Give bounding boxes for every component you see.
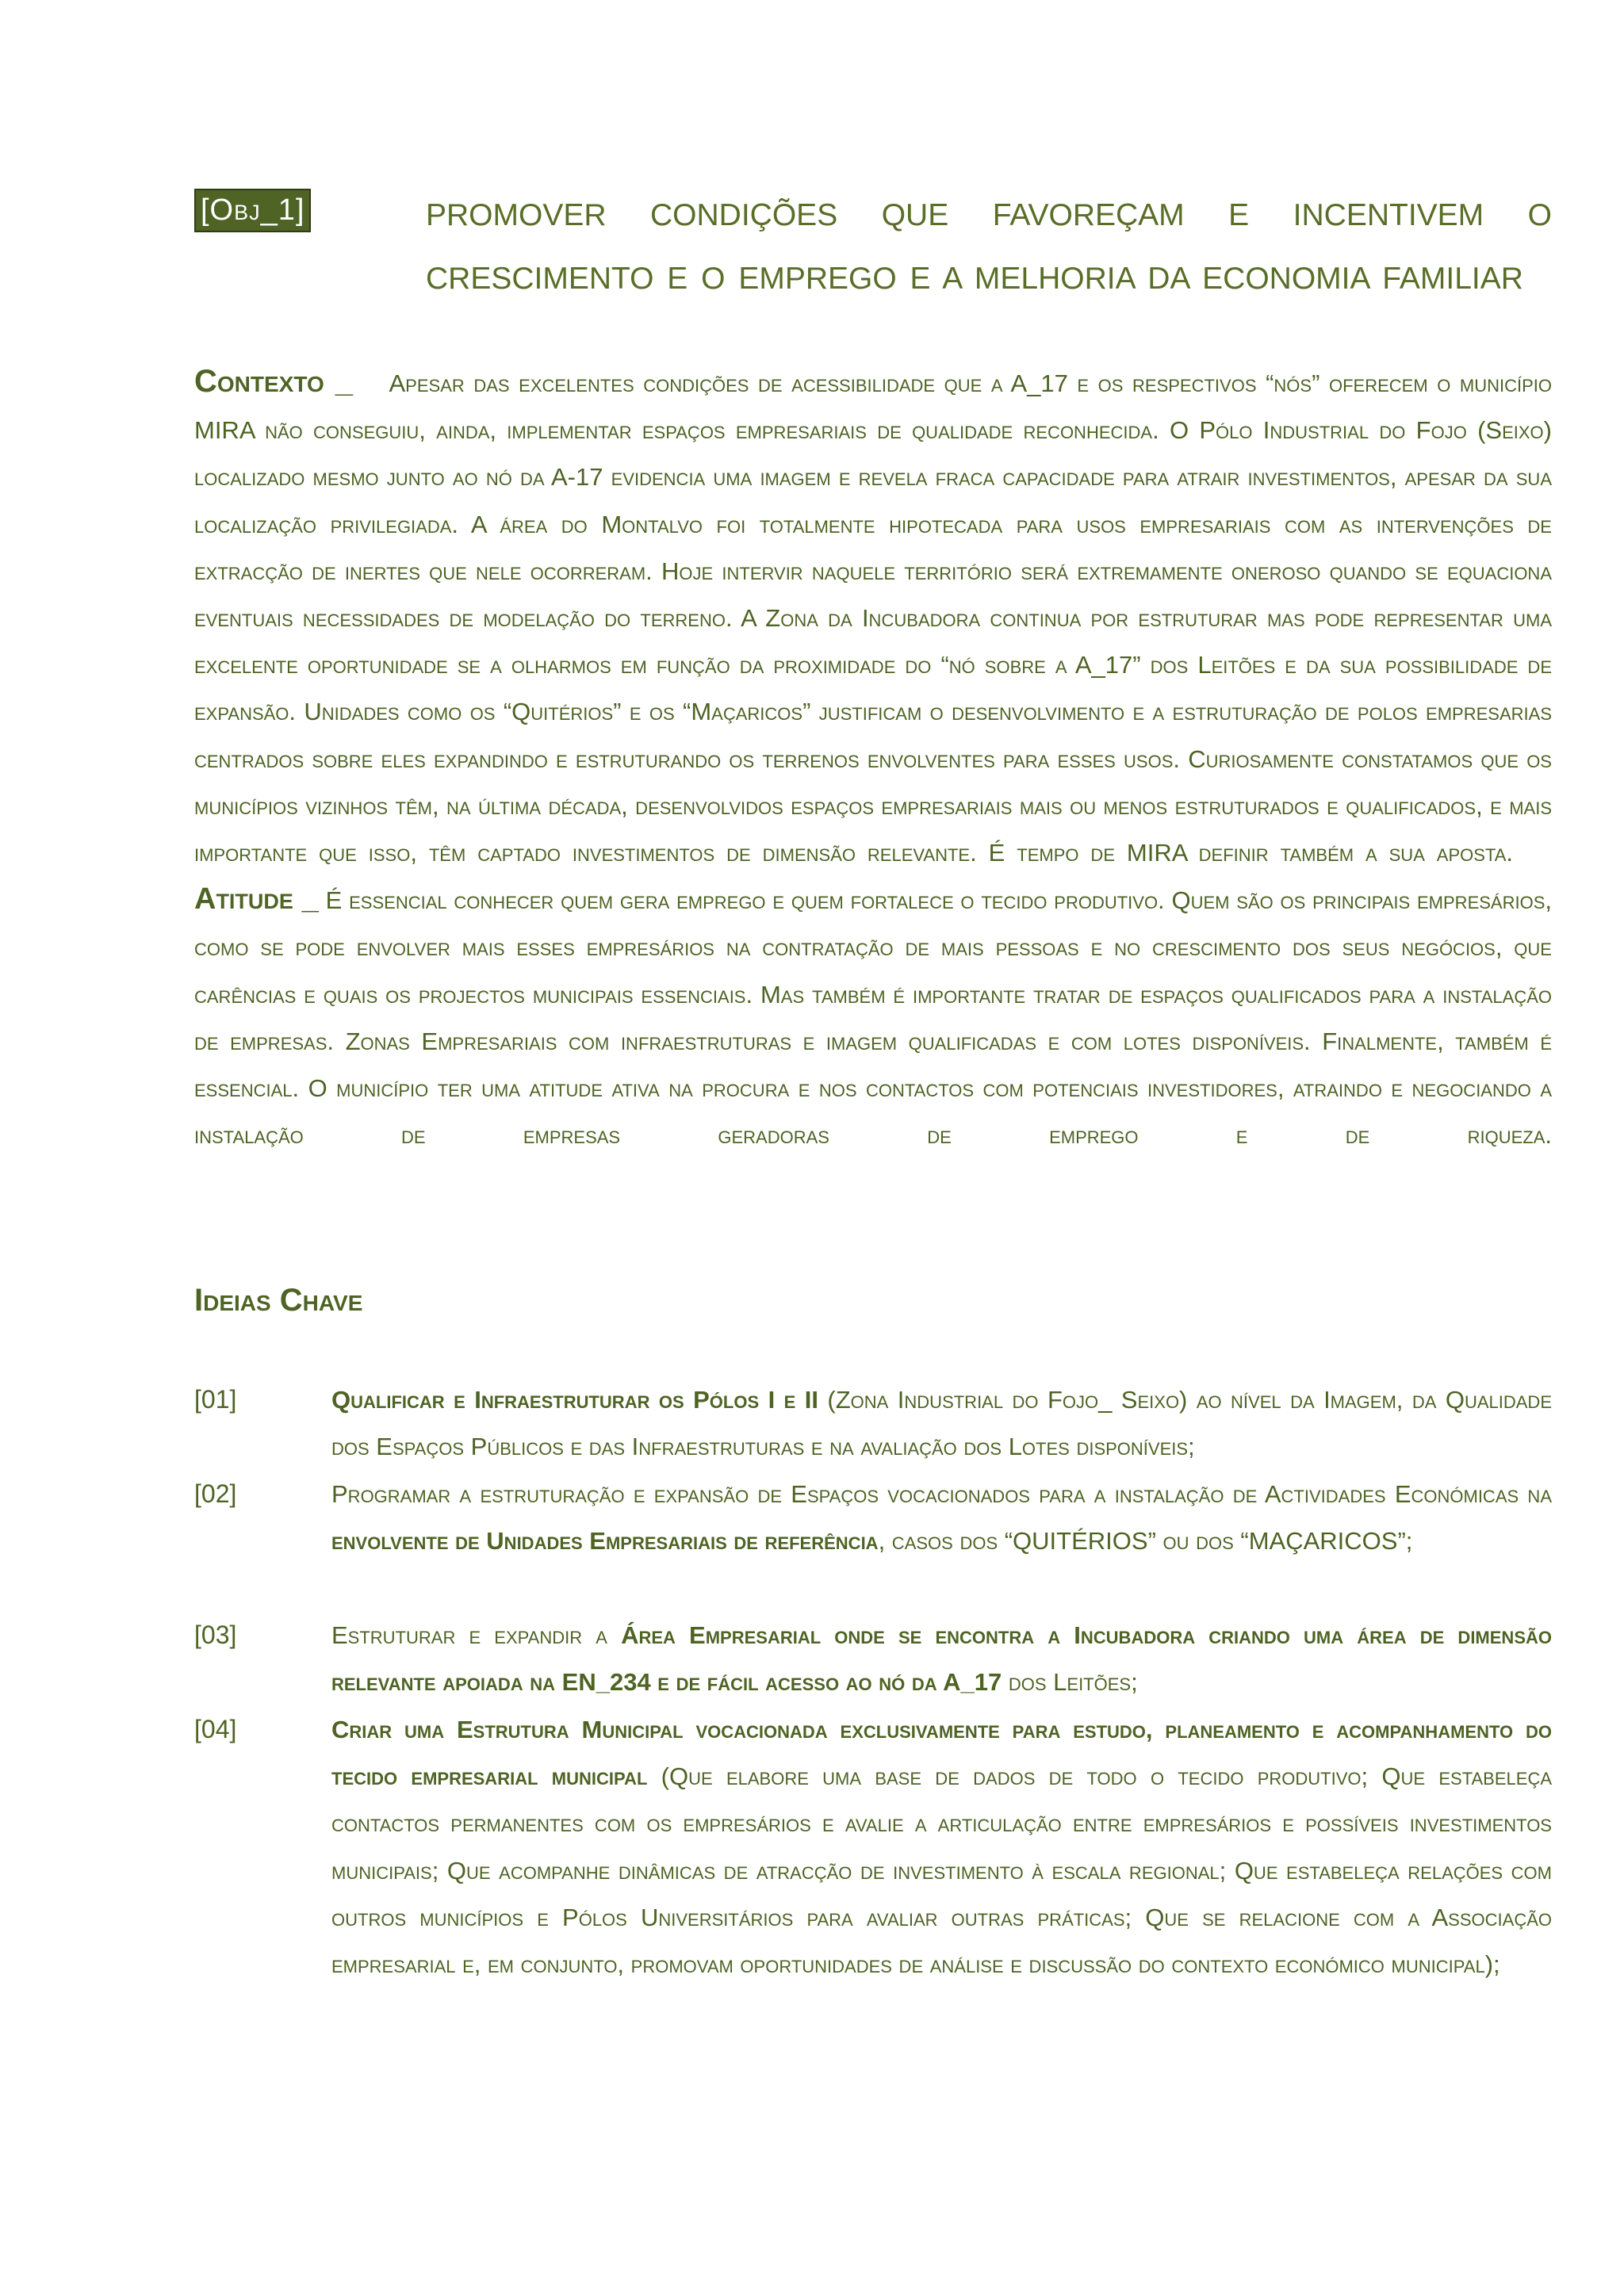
context-paragraph	[194, 358, 1552, 1158]
key-idea-text: Programar a estruturação e expansão de Espaços vocacionados para a instalação de Actividades Económicas na envolvente de Unidades Empresariais de referência, casos dos “QUITÉRIOS” ou dos “MAÇARICOS”;	[331, 1480, 1552, 1556]
attitude-text: É essencial conhecer quem gera emprego e quem fortalece o tecido produtivo. Quem são os principais empresários, como se pode envolver mais esses empresários na contratação de mais pessoas e no crescimento dos seus negócios, que carências e quais os projectos municipais essenciais. Mas também é importante tratar de espaços qualificados para a instalação de empresas. Zonas Empresariais com infraestruturas e imagem qualificadas e com lotes disponíveis. Finalmente, também é essencial. O município ter uma atitude ativa na procura e nos contactos com potenciais investidores, atraindo e negociando a instalação de empresas geradoras de emprego e de riqueza.	[194, 886, 1552, 1150]
key-idea-text: Criar uma Estrutura Municipal vocacionada exclusivamente para estudo, planeamento e acompanhamento do tecido empresarial municipal (Que elabore uma base de dados de todo o tecido produtivo; Que estabeleça contactos permanentes com os empresários e avalie a articulação entre empresários e possíveis investimentos municipais; Que acompanhe dinâmicas de atracção de investimento à escala regional; Que estabeleça relações com outros municípios e Pólos Universitários para avaliar outras práticas; Que se relacione com a Associação empresarial e, em conjunto, promovam oportunidades de análise e discussão do contexto económico municipal);	[331, 1716, 1553, 1979]
context-text: Apesar das excelentes condições de acessibilidade que a A_17 e os respectivos “nós” oferecem o município MIRA não conseguiu, ainda, implementar espaços empresariais de qualidade reconhecida. O Pólo Industrial do Fojo (Seixo) localizado mesmo junto ao nó da A-17 evidencia uma imagem e revela fraca capacidade para atrair investimentos, apesar da sua localização privilegiada. A área do Montalvo foi totalmente hipotecada para usos empresariais com as intervenções de extracção de inertes que nele ocorreram. Hoje intervir naquele território será extremamente oneroso quando se equaciona eventuais necessidades de modelação do terreno. A Zona da Incubadora continua por estruturar mas pode representar uma excelente oportunidade se a olharmos em função da proximidade do “nó sobre a A_17” dos Leitões e da sua possibilidade de expansão. Unidades como os “Quitérios” e os “Maçaricos” justificam o desenvolvimento e a estruturação de polos empresarias centrados sobre eles expandindo e estruturando os terrenos envolventes para esses usos. Curiosamente constatamos que os municípios vizinhos têm, na última década, desenvolvidos espaços empresariais mais ou menos estruturados e qualificados, e mais importante que isso, têm captado investimentos de dimensão relevante. É tempo de MIRA definir também a sua aposta.	[194, 369, 1553, 867]
key-ideas-title: Ideias Chave	[194, 1283, 363, 1318]
key-idea-number: [02]	[194, 1479, 237, 1508]
context-label: Contexto _	[194, 364, 354, 399]
key-idea-number: [04]	[194, 1715, 237, 1743]
key-idea-number: [03]	[194, 1621, 237, 1649]
key-idea-text: Estruturar e expandir a Área Empresarial onde se encontra a Incubadora criando uma área de dimensão relevante apoiada na EN_234 e de fácil acesso ao nó da A_17 dos Leitões;	[331, 1621, 1552, 1697]
objective-title: PROMOVER CONDIÇÕES QUE FAVOREÇAM E INCENTIVEM O CRESCIMENTO E O EMPREGO E A MELHORIA DA ECONOMIA FAMILIAR	[426, 198, 1552, 296]
key-idea-text: Qualificar e Infraestruturar os Pólos I e II (Zona Industrial do Fojo_ Seixo) ao nível da Imagem, da Qualidade dos Espaços Públicos e das Infraestruturas e na avaliação dos Lotes disponíveis;	[331, 1386, 1552, 1461]
objective-badge: [Obj_1]	[194, 189, 311, 232]
attitude-label: Atitude _	[194, 882, 319, 916]
key-idea-number: [01]	[194, 1385, 237, 1414]
